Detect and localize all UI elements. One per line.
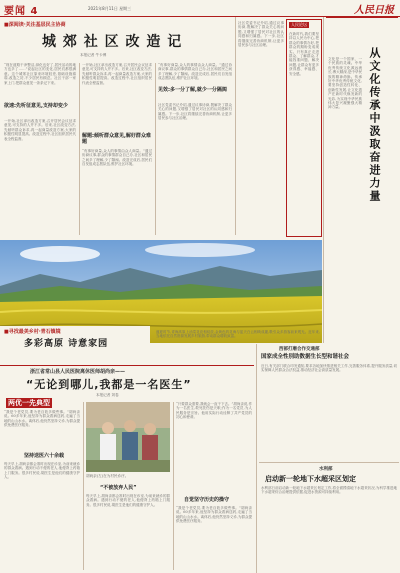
notice-2 [259,464,399,572]
top-story-text-col3b: 社区党委书记介绍,通过议事协商,既解决了群众关心的问题,又增强了居民对社区的认同感和归属感。下一步,社区将继续完善协商机制,让更多居民参与社区治理。 [158,103,232,121]
doctor-story-byline: 本报记者 刘卷 [96,393,119,397]
top-story-subhead1: 欲速:先听征意见,支持却变少 [4,103,68,109]
photo-caption-text: 盛夏时节,青海高原上油菜花竞相绽放,金黄色的花海与蓝天白云相映成趣,吸引众多游客前来观光。近年来,当地依托自然资源发展乡村旅游,带动群众增收致富。 [156,330,320,339]
top-story [0,17,322,239]
notice-2-small-title: 水利部 [319,467,333,472]
top-story-text-col1: “现在道路干净整洁,绿化也好了,居民活动的地方也多了……”说起社区的变化,居民们都很满意。这个城郊社区原来环境较差,基础设施薄弱,改造之初,不少居民有顾虑。社区干部一家家上门,把群众意见一条条记下来。 [4,63,76,85]
doctor-text-col3b: “我是个老党员,要为老百姓多做些事。”胡尚亲说。60多年来,他坚持为群众看病送药,走遍了当地的山山水水。离休后,他仍然坚持义诊,为群众提供免费医疗服务。 [176,506,252,524]
doctor-text-col1b: 每天早上,胡尚亲都会准时出现在诊室,为前来就诊的群众看病。遇到行动不便的老人,他便背上药箱上门服务。很多村民说,胡医生是他们的健康守护人。 [4,462,80,480]
doctor-subhead2: “不被放弃人民” [100,485,137,491]
notice-1-title: 国家成全性别助数据生长型和谐社会 [261,354,350,360]
top-story-kicker: ■深阅读·关注基层民主协商 [4,22,66,28]
doctor-subhead1: 坚持送医六十余载 [24,453,65,459]
right-column-text: 文化是一个国家、一个民族的灵魂。中华优秀传统文化源远流长,博大精深,是中华民族的精神命脉。传承好中华优秀传统文化,要坚持创造性转化、创新性发展,让文化遗产在新时代焕发新的光彩,为实现中华民族伟大复兴凝聚强大精神力量。 [328,57,362,110]
doctor-story-kicker: 浙江省常山县人民医院离休医师胡尚亲—— [30,369,126,375]
top-story-subhead3: 见效:多一分了解,就少一分隔阂 [158,87,227,93]
newspaper-logo: 人民日报 [354,5,394,16]
doctor-text-col1: “我是个老党员,要为老百姓多做些事。”胡尚亲说。60多年来,他坚持为群众看病送药,走遍了当地的山山水水。离休后,他仍然坚持义诊,为群众提供免费医疗服务。 [4,410,80,428]
section-label: 要闻 4 [4,6,39,17]
doctor-story-headline: “无论到哪儿,我都是一名医生” [26,378,192,391]
page-header [0,0,400,17]
doctor-text-col3: “只要群众需要,我就会一直干下去。”胡尚亲说,作为一名医生,救死扶伤是天职;作为一名党员,为人民服务是宗旨。他用实际行动诠释了共产党员的初心和使命。 [176,402,252,420]
doctor-with-villagers-photo [86,402,170,472]
doctor-story [0,366,254,573]
top-story-text-col2: 一开始,社区拿出改造方案,召开居民会议征求意见,可支持的人并不多。后来,社区改变方法,先倾听群众诉求,再一起商量改造方案,大家的积极性明显提高。改造过程中,社区组织居民代表全程监督。 [82,63,152,85]
top-story-text-col1b: 一开始,社区拿出改造方案,召开居民会议征求意见,可支持的人并不多。后来,社区改变方法,先倾听群众诉求,再一起商量改造方案,大家的积极性明显提高。改造过程中,社区组织居民代表全程监督。 [4,119,76,141]
commentary-box [286,19,322,237]
top-story-byline: 本报记者 牛卡博 [80,53,107,57]
photo-caption-kicker: ■寻找最美乡村·青石镇镜 [4,329,61,335]
notice-1 [259,344,399,460]
commentary-tag: 人民论坛 [291,22,307,27]
top-story-headline: 城 郊 社 区 改 造 记 [42,34,183,50]
right-column [326,17,398,343]
top-story-text-col4: 社区党委书记介绍,通过议事协商,既解决了群众关心的问题,又增强了居民对社区的认同感和归属感。下一步,社区将继续完善协商机制,让更多居民参与社区治理。 [238,21,284,48]
right-column-title: 从文化传承中汲取奋进力量 [368,47,381,203]
photo-caption-title: 多彩高原 诗意家园 [24,339,109,349]
notice-2-title: 启动新一轮地下水超采区划定 [265,475,356,483]
top-story-subhead2: 解题:倾听群众意见,解好群众难题 [82,133,151,145]
notice-1-text: 近日,有关部门联合印发通知,要求各地加快推进相关工作,完善服务体系,提升服务质量,切实保障人民群众合法权益,推动经济社会高质量发展。 [261,364,397,373]
top-story-text-col3: “有事好商量,众人的事情由众人商量。”通过协商议事,群众的事情群众自己办,社区和居民之间多了理解,少了隔阂。改造完成后,居民们自发组成志愿队伍,维护社区环境。 [158,63,232,81]
doctor-story-tag: 两优一先典型 [8,399,50,407]
doctor-photo [86,402,170,472]
top-story-text-col2b: “有事好商量,众人的事情由众人商量。”通过协商议事,群众的事情群众自己办,社区和居民之间多了理解,少了隔阂。改造完成后,居民们自发组成志愿队伍,维护社区环境。 [82,149,152,167]
commentary-text: 在新时代,我们要坚持以人民为中心,把群众的事情办好,把群众的期盼变成现实。只有真正走进群众、了解群众,才能找准问题、解决问题,让群众有更多获得感、幸福感、安全感。 [289,32,319,76]
doctor-subhead3: 自觉坚守历史的操守 [184,497,230,503]
doctor-text-col2: 每天早上,胡尚亲都会准时出现在诊室,为前来就诊的群众看病。遇到行动不便的老人,他便背上药箱上门服务。很多村民说,胡医生是他们的健康守护人。 [86,494,170,507]
issue-date: 2021年8月11日 星期三 [88,6,132,11]
notice-2-text: 水利部日前启动新一轮地下水超采区划定工作,将全面摸清地下水超采状况,为科学推进地下水超采综合治理提供依据,促进水资源可持续利用。 [261,486,397,495]
notice-1-small-title: 西部打磨合作交通部 [279,347,320,352]
doctor-photo-caption: 胡尚亲(左)在为村民诊疗。 [86,474,129,478]
